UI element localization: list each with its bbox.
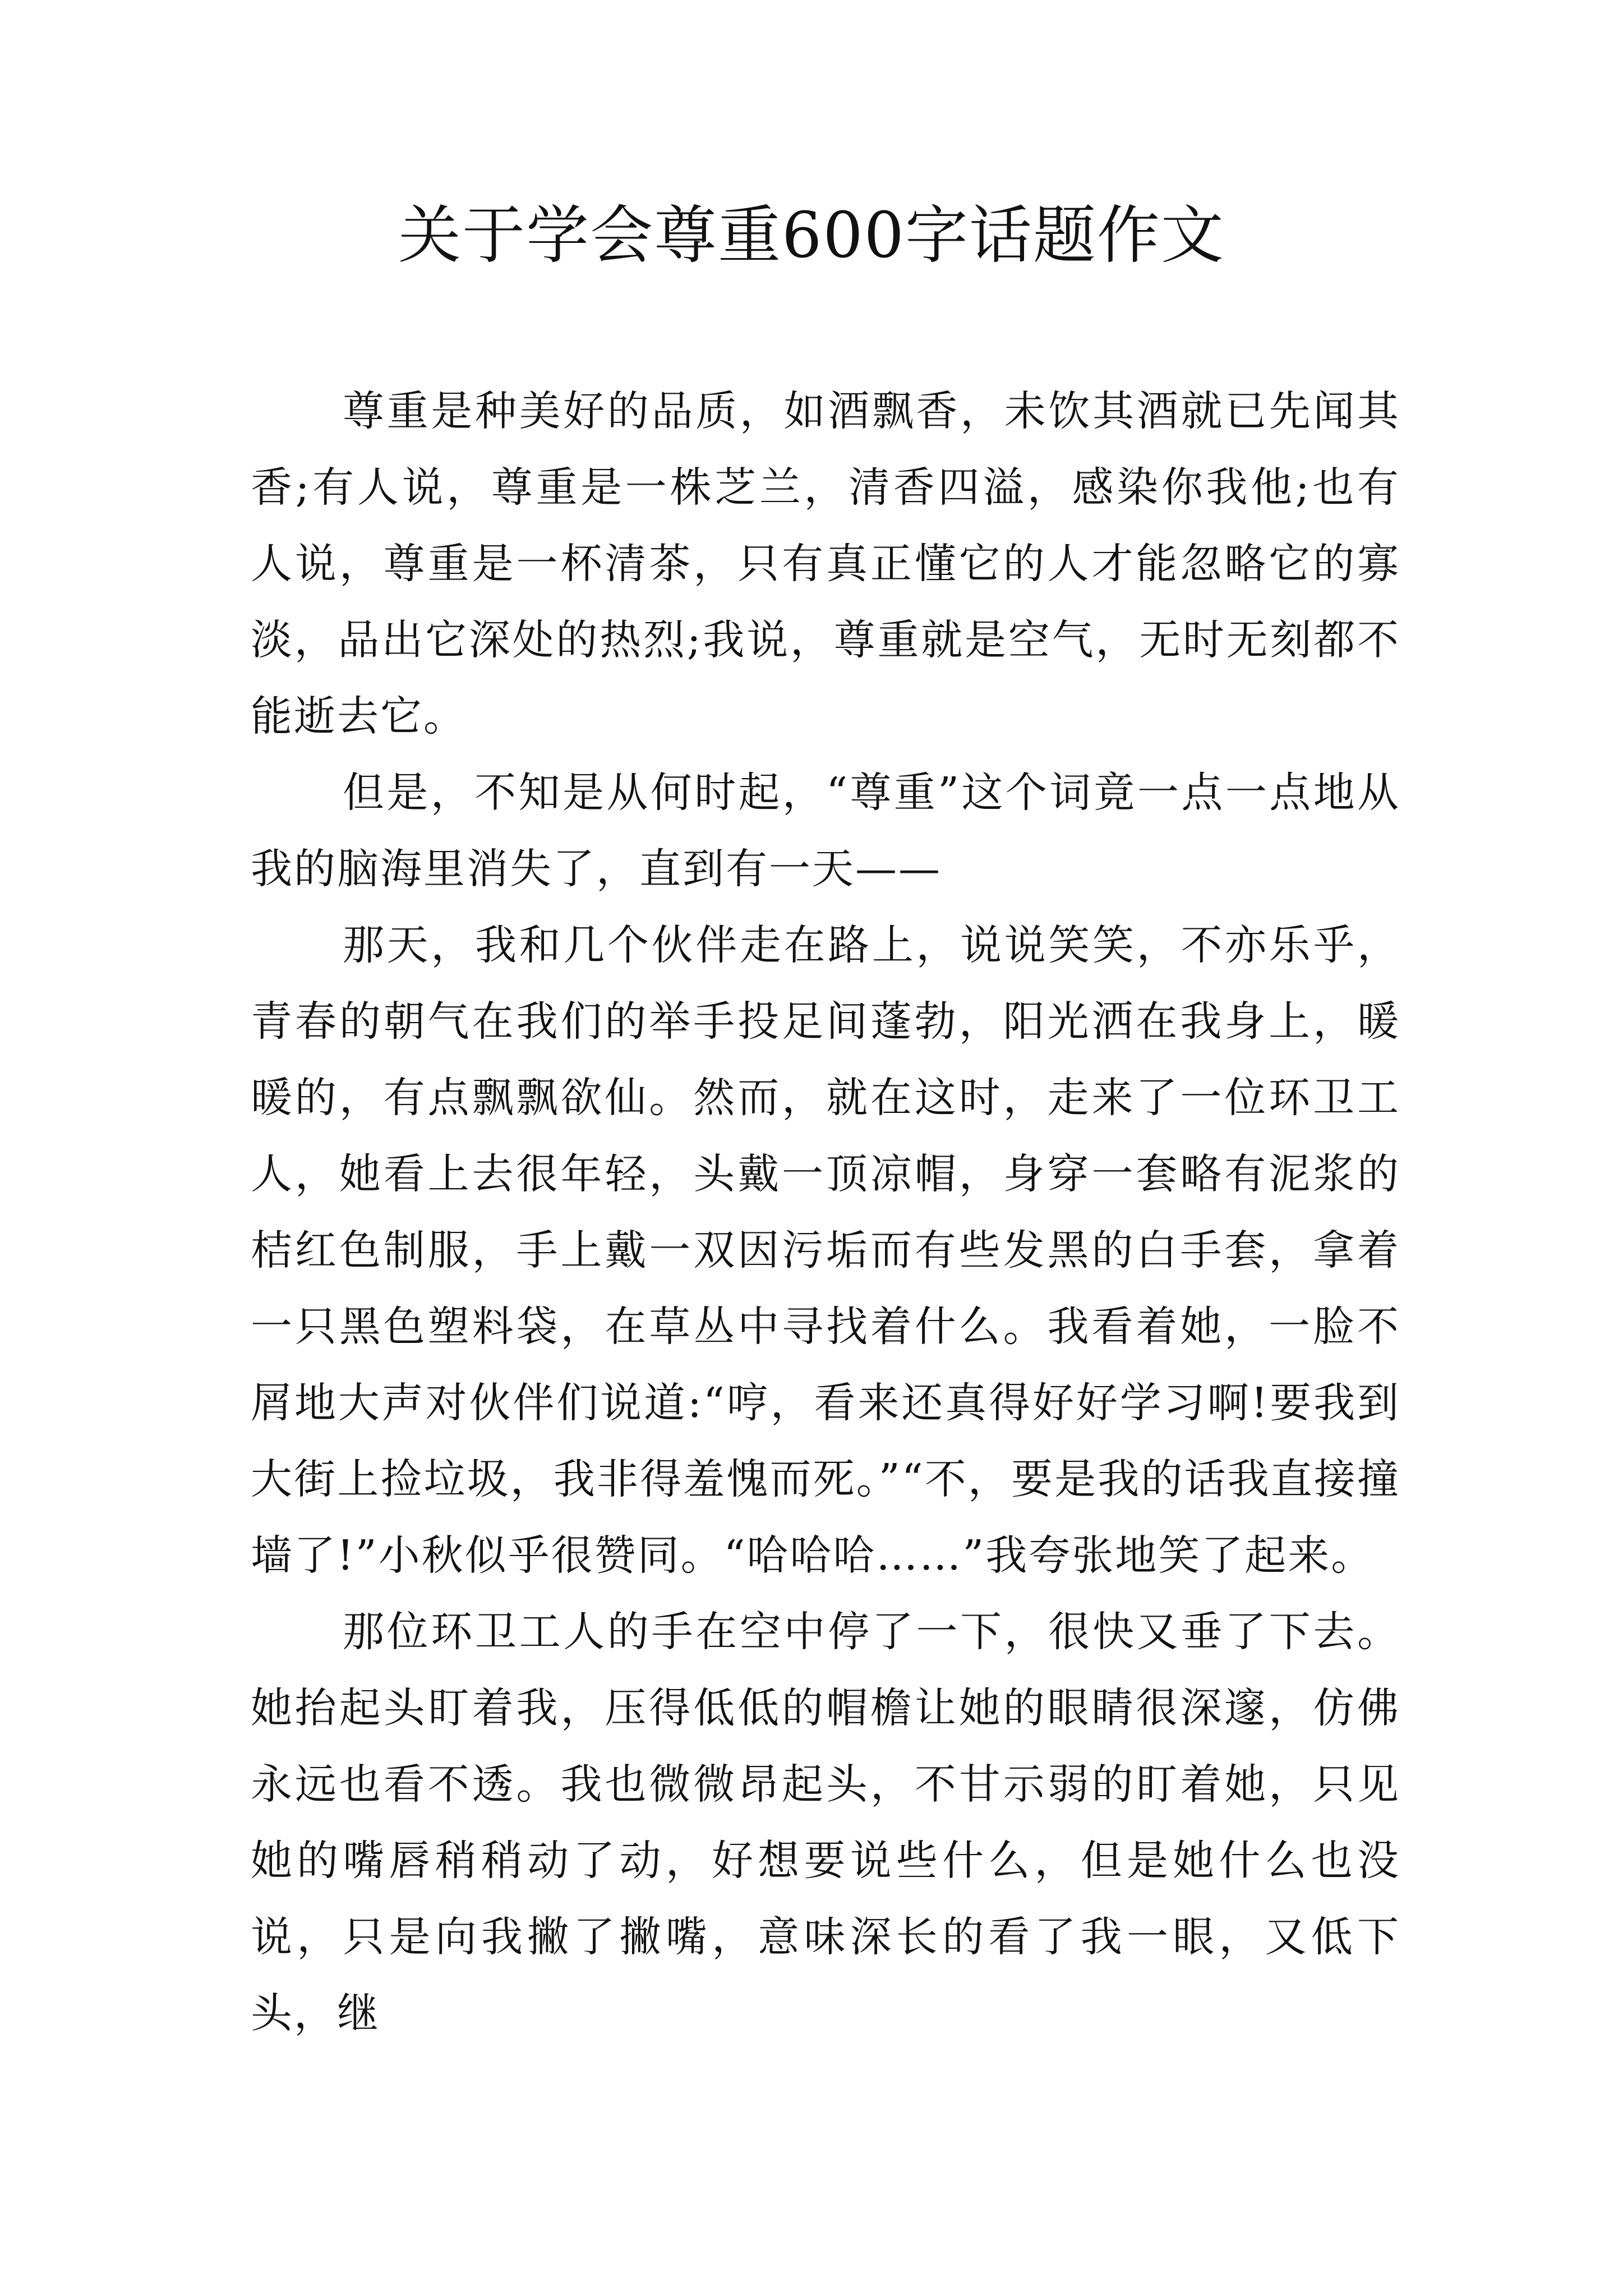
paragraph: 但是，不知是从何时起，“尊重”这个词竟一点一点地从我的脑海里消失了，直到有一天—— — [251, 769, 1400, 893]
document-title: 关于学会尊重600字话题作文 — [398, 199, 1225, 272]
document-body — [251, 373, 1400, 2051]
paragraph: 那天，我和几个伙伴走在路上，说说笑笑，不亦乐乎，青春的朝气在我们的举手投足间蓬勃，阳光洒在我身上，暖暖的，有点飘飘欲仙。然而，就在这时，走来了一位环卫工人，她看上去很年轻，头戴一顶凉帽，身穿一套略有泥浆的桔红色制服，手上戴一双因污垢而有些发黑的白手套，拿着一只黑色塑料袋，在草丛中寻找着什么。我看着她，一脸不屑地大声对伙伴们说道:“哼，看来还真得好好学习啊!要我到大街上捡垃圾，我非得羞愧而死。”“不，要是我的话我直接撞墙了!”小秋似乎很赞同。“哈哈哈……”我夸张地笑了起来。 — [251, 921, 1400, 1580]
paragraph: 尊重是种美好的品质，如酒飘香，未饮其酒就已先闻其香;有人说，尊重是一株芝兰，清香四溢，感染你我他;也有人说，尊重是一杯清茶，只有真正懂它的人才能忽略它的寡淡，品出它深处的热烈;我说，尊重就是空气，无时无刻都不能逝去它。 — [251, 387, 1400, 740]
paragraph: 那位环卫工人的手在空中停了一下，很快又垂了下去。她抬起头盯着我，压得低低的帽檐让她的眼睛很深邃，仿佛永远也看不透。我也微微昂起头，不甘示弱的盯着她，只见她的嘴唇稍稍动了动，好想要说些什么，但是她什么也没说，只是向我撇了撇嘴，意味深长的看了我一眼，又低下头，继 — [251, 1608, 1400, 2037]
